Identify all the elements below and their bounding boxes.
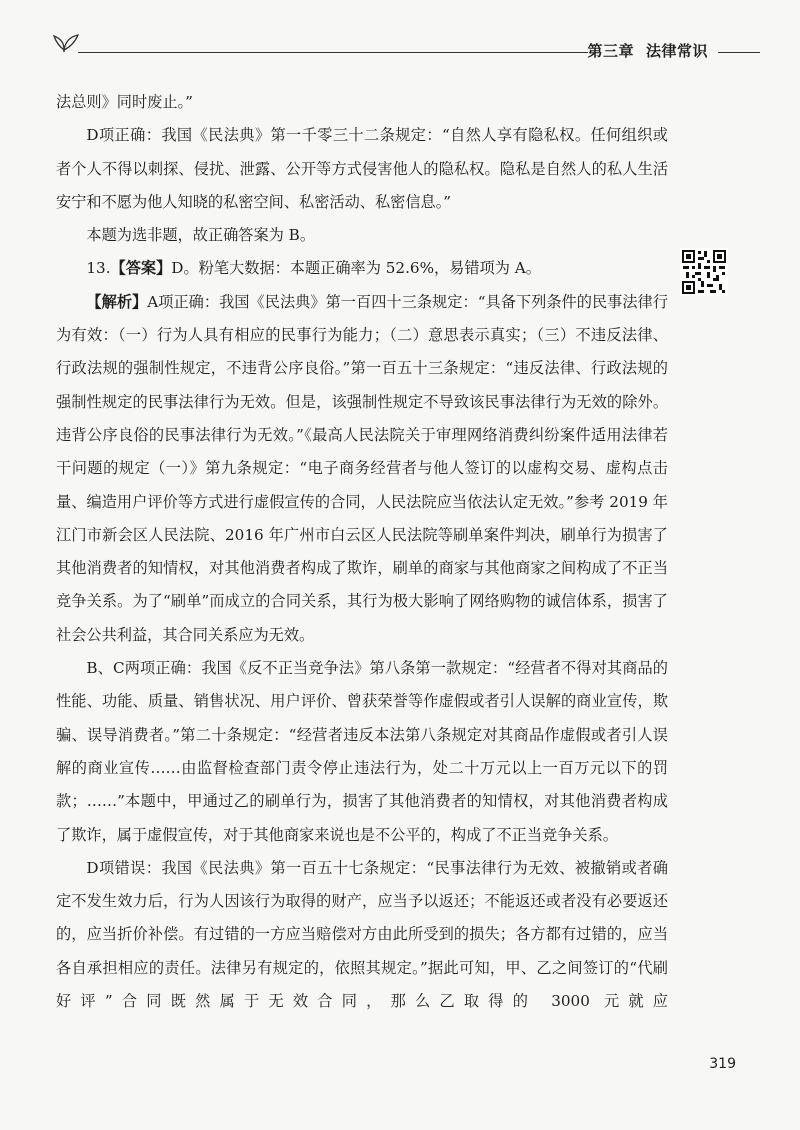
header-rule-right [718,52,760,53]
answer-stats: 粉笔大数据：本题正确率为 52.6%，易错项为 A。 [198,259,541,278]
paragraph-analysis-option-d: D项错误：我国《民法典》第一百五十七条规定：“民事法律行为无效、被撤销或者确定不发生效力后，行为人因该行为取得的财产，应当予以返还；不能返还或者没有必要返还的，应当折价补偿。有过错的一方应当赔偿对方由此所受到的损失；各方都有过错的，应当各自承担相应的责任。法律另有规定的，依照其规定。”据此可知，甲、乙之间签订的“代刷好评”合同既然属于无效合同，那么乙取得的 3000 元就应 [56,858,668,1011]
paragraph-option-d-q12: D项正确：我国《民法典》第一千零三十二条规定：“自然人享有隐私权。任何组织或者个人不得以刺探、侵扰、泄露、公开等方式侵害他人的隐私权。隐私是自然人的私人生活安宁和不愿为他人知晓的私密空间、私密活动、私密信息。” [56,126,668,211]
leaf-sprout-icon [48,30,82,52]
page-body [56,86,668,1018]
qr-code-icon [680,248,728,296]
answer-value: D。 [171,259,199,278]
chapter-number: 第三章 [587,42,634,60]
paragraph-analysis-option-a [56,286,668,652]
question-number: 13. [86,259,111,278]
paragraph-answer-q13 [56,252,668,285]
page-header [48,28,760,68]
paragraph-conclusion-q12: 本题为选非题，故正确答案为 B。 [86,226,316,245]
analysis-tag: 【解析】 [86,292,148,311]
answer-tag: 【答案】 [110,259,172,278]
analysis-text: A项正确：我国《民法典》第一百四十三条规定：“具备下列条件的民事法律行为有效：（一）行为人具有相应的民事行为能力；（二）意思表示真实；（三）不违反法律、行政法规的强制性规定，不违背公序良俗。”第一百五十三条规定：“违反法律、行政法规的强制性规定的民事法律行为无效。但是，该强制性规定不导致该民事法律行为无效的除外。违背公序良俗的民事法律行为无效。”《最高人民法院关于审理网络消费纠纷案件适用法律若干问题的规定（一）》第九条规定：“电子商务经营者与他人签订的以虚构交易、虚构点击量、编造用户评价等方式进行虚假宣传的合同，人民法院应当依法认定无效。”参考 2019 年江门市新会区人民法院、2016 年广州市白云区人民法院等刷单案件判决，刷单行为损害了其他消费者的知情权，对其他消费者构成了欺诈，刷单的商家与其他商家之间构成了不正当竞争关系。为了“刷单”而成立的合同关系，其行为极大影响了网络购物的诚信体系，损害了社会公共利益，其合同关系应为无效。 [56,292,669,644]
page-number: 319 [709,1056,736,1072]
chapter-title [587,40,708,61]
paragraph-analysis-option-bc: B、C两项正确：我国《反不正当竞争法》第八条第一款规定：“经营者不得对其商品的性能、功能、质量、销售状况、用户评价、曾获荣誉等作虚假或者引人误解的商业宣传，欺骗、误导消费者。”第二十条规定：“经营者违反本法第八条规定对其商品作虚假或者引人误解的商业宣传……由监督检查部门责令停止违法行为，处二十万元以上一百万元以下的罚款；……”本题中，甲通过乙的刷单行为，损害了其他消费者的知情权，对其他消费者构成了欺诈，属于虚假宣传，对于其他商家来说也是不公平的，构成了不正当竞争关系。 [56,659,668,844]
paragraph-continuation: 法总则》同时废止。” [56,93,193,111]
chapter-name: 法律常识 [645,42,708,60]
header-rule-left [78,52,588,53]
